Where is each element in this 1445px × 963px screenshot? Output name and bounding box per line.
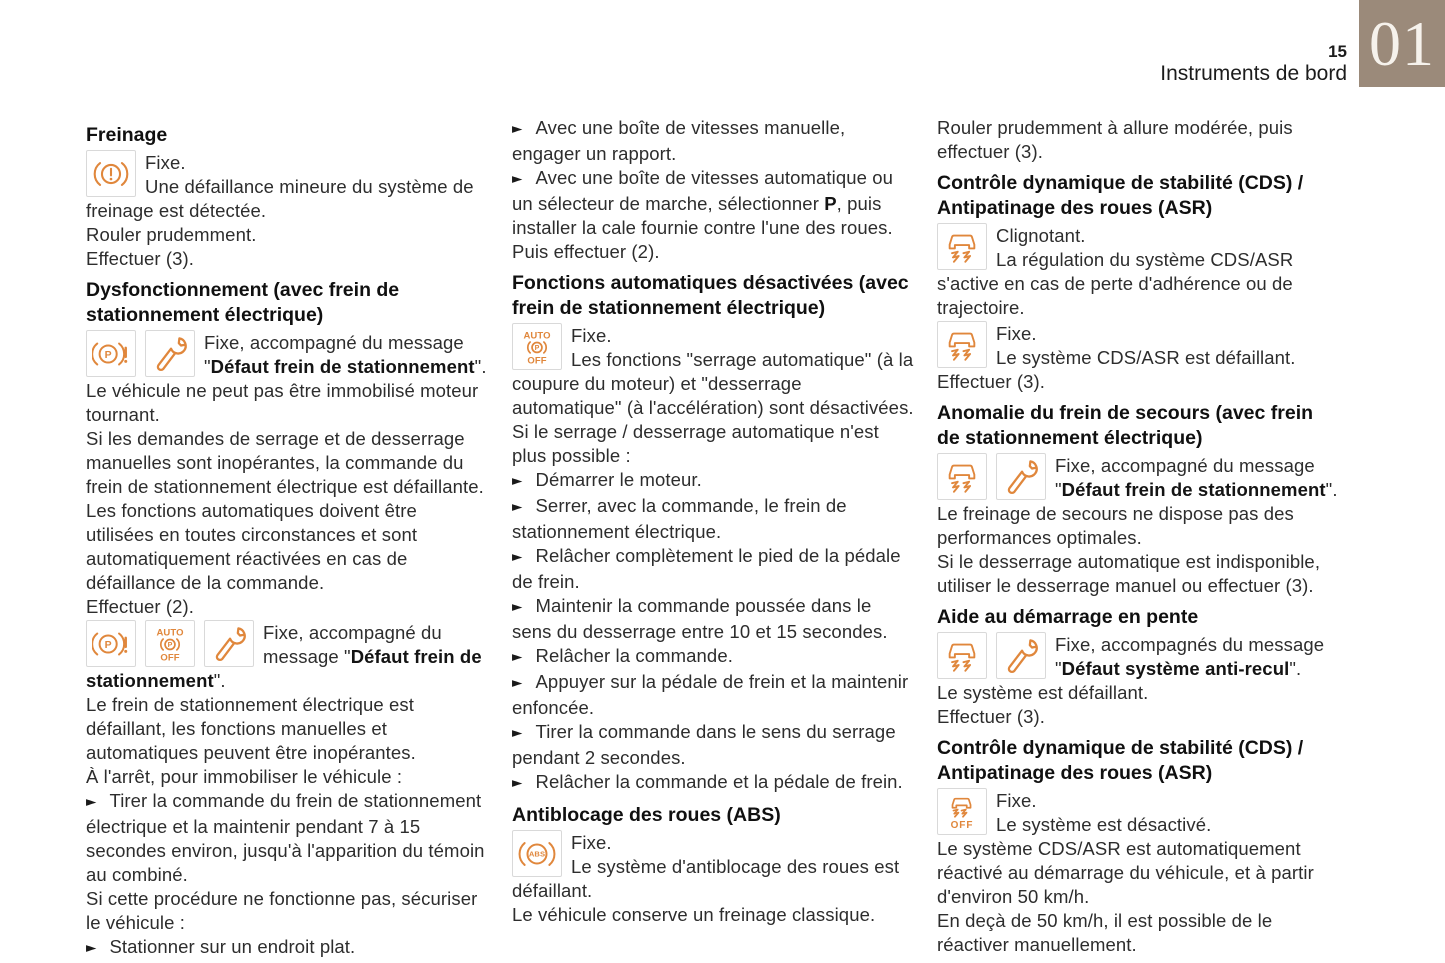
esp-icon: [937, 321, 987, 368]
wrench-icon: [996, 632, 1046, 679]
bullet-arrow-icon: ►: [512, 498, 523, 515]
bullet-arrow-icon: ►: [512, 170, 523, 187]
paragraph: OFF Fixe. Le système est désactivé. Le système CDS/ASR est automatiquement réactivé au démarrage du véhicule, et à partir d'environ 50 km/h. En deçà de 50 km/h, il est possible de le réactiver manuellement.: [937, 790, 1314, 955]
paragraph: Fixe. Une défaillance mineure du système de freinage est détectée. Rouler prudemment. Effectuer (3).: [86, 152, 474, 269]
section-heading: Fonctions automatiques désactivées (avec frein de stationnement électrique): [512, 272, 909, 319]
chapter-number: 01: [1369, 8, 1435, 79]
section-heading: Freinage: [86, 124, 168, 146]
instruction-item: ► Maintenir la commande poussée dans le sens du desserrage entre 10 et 15 secondes.: [512, 595, 888, 642]
instruction-item: ► Démarrer le moteur.: [512, 469, 702, 490]
svg-text:P: P: [534, 343, 540, 352]
bullet-arrow-icon: ►: [512, 548, 523, 565]
bullet-arrow-icon: ►: [512, 648, 523, 665]
instruction-item: ► Tirer la commande du frein de stationnement électrique et la maintenir pendant 7 à 15 secondes environ, jusqu'à l'apparition du témoin au combiné.: [86, 790, 485, 885]
instruction-item: ► Tirer la commande dans le sens du serrage pendant 2 secondes.: [512, 721, 896, 768]
bullet-arrow-icon: ►: [86, 793, 97, 810]
chapter-number-badge: [1359, 0, 1445, 87]
column-3: [937, 116, 1339, 957]
auto-p-off-icon: [512, 323, 562, 370]
instruction-item: ► Avec une boîte de vitesses manuelle, engager un rapport.: [512, 117, 846, 164]
paragraph: ABS Fixe. Le système d'antiblocage des roues est défaillant. Le véhicule conserve un freinage classique.: [512, 832, 900, 925]
section-heading: Aide au démarrage en pente: [937, 606, 1199, 628]
section-heading: Contrôle dynamique de stabilité (CDS) / Antipatinage des roues (ASR): [937, 172, 1304, 219]
paragraph: Puis effectuer (2).: [512, 241, 660, 262]
parking-brake-fault-icon: [86, 620, 136, 667]
section-heading: Anomalie du frein de secours (avec frein de stationnement électrique): [937, 402, 1314, 449]
bullet-arrow-icon: ►: [512, 598, 523, 615]
instruction-item: ► Appuyer sur la pédale de frein et la maintenir enfoncée.: [512, 671, 909, 718]
page-number: 15: [1328, 42, 1347, 61]
wrench-icon: [996, 453, 1046, 500]
emphasis-text: Défaut système anti-recul: [1061, 658, 1290, 679]
esp-icon: [937, 632, 987, 679]
section-heading: Antiblocage des roues (ABS): [512, 804, 781, 826]
paragraph: Fixe, accompagnés du message "Défaut système anti-recul". Le système est défaillant. Effectuer (3).: [937, 634, 1325, 727]
column-2: [512, 116, 914, 927]
svg-text:AUTO: AUTO: [156, 626, 184, 638]
section-heading: Dysfonctionnement (avec frein de stationnement électrique): [86, 279, 400, 326]
instruction-item: ► Stationner sur un endroit plat.: [86, 936, 356, 957]
bullet-arrow-icon: ►: [512, 472, 523, 489]
paragraph: AUTO P OFF Fixe. Les fonctions "serrage automatique" (à la coupure du moteur) et "desserrage automatique" (à l'accélération) sont désactivées. Si le serrage / desserrage automatique n'est plus possible :: [512, 325, 914, 466]
wrench-icon: [204, 620, 254, 667]
bullet-arrow-icon: ►: [86, 939, 97, 956]
paragraph: Clignotant. La régulation du système CDS/ASR s'active en cas de perte d'adhérence ou de trajectoire.: [937, 225, 1294, 318]
chapter-title: Instruments de bord: [1160, 62, 1347, 85]
emphasis-text: Défaut frein de stationnement: [1061, 479, 1326, 500]
paragraph: Fixe. Le système CDS/ASR est défaillant. Effectuer (3).: [937, 323, 1296, 392]
paragraph: Si cette procédure ne fonctionne pas, sécuriser le véhicule :: [86, 888, 478, 933]
instruction-item: ► Relâcher complètement le pied de la pédale de frein.: [512, 545, 901, 592]
abs-icon: [512, 830, 562, 877]
svg-text:ABS: ABS: [528, 849, 546, 859]
parking-brake-fault-icon: [86, 330, 136, 377]
svg-text:OFF: OFF: [950, 819, 974, 831]
header: [1160, 42, 1347, 86]
emphasis-text: P: [824, 193, 837, 214]
emphasis-text: Défaut frein de stationnement: [86, 646, 482, 691]
paragraph: P AUTO P OFF Fixe, accompagné du message "Défaut frein de stationnement". Le frein de stationnement électrique est défaillant, les fonctions manuelles et automatiques peuvent être inopérantes. À l'arrêt, pour immobiliser le véhicule :: [86, 622, 482, 787]
paragraph: Rouler prudemment à allure modérée, puis effectuer (3).: [937, 117, 1293, 162]
section-heading: Contrôle dynamique de stabilité (CDS) / Antipatinage des roues (ASR): [937, 737, 1304, 784]
auto-p-off-icon: [145, 620, 195, 667]
instruction-item: ► Relâcher la commande.: [512, 645, 733, 666]
brake-warning-icon: [86, 150, 136, 197]
bullet-arrow-icon: ►: [512, 120, 523, 137]
bullet-arrow-icon: ►: [512, 674, 523, 691]
bullet-arrow-icon: ►: [512, 724, 523, 741]
paragraph: P Fixe, accompagné du message "Défaut frein de stationnement". Le véhicule ne peut pas être immobilisé moteur tournant. Si les demandes de serrage et de desserrage manuelles sont inopérantes, la commande du frein de stationnement électrique est défaillante. Les fonctions automatiques doivent être utilisées en toutes circonstances et sont automatiquement réactivées en cas de défaillance de la commande. Effectuer (2).: [86, 332, 487, 617]
esp-icon: [937, 223, 987, 270]
svg-text:P: P: [167, 640, 173, 649]
wrench-icon: [145, 330, 195, 377]
svg-text:AUTO: AUTO: [523, 329, 551, 341]
instruction-item: ► Avec une boîte de vitesses automatique ou un sélecteur de marche, sélectionner P, puis installer la cale fournie contre l'une des roues.: [512, 167, 894, 238]
instruction-item: ► Relâcher la commande et la pédale de frein.: [512, 771, 903, 792]
esp-off-icon: [937, 788, 987, 835]
paragraph: Fixe, accompagné du message "Défaut frein de stationnement". Le freinage de secours ne dispose pas des performances optimales. Si le desserrage automatique est indisponible, utiliser le desserrage manuel ou effectuer (3).: [937, 455, 1338, 596]
instruction-item: ► Serrer, avec la commande, le frein de stationnement électrique.: [512, 495, 847, 542]
svg-text:OFF: OFF: [160, 652, 180, 663]
svg-text:P: P: [104, 639, 112, 651]
emphasis-text: Défaut frein de stationnement: [210, 356, 475, 377]
column-1: [86, 116, 488, 961]
svg-text:P: P: [104, 349, 112, 361]
esp-icon: [937, 453, 987, 500]
bullet-arrow-icon: ►: [512, 774, 523, 791]
svg-text:OFF: OFF: [527, 355, 547, 366]
